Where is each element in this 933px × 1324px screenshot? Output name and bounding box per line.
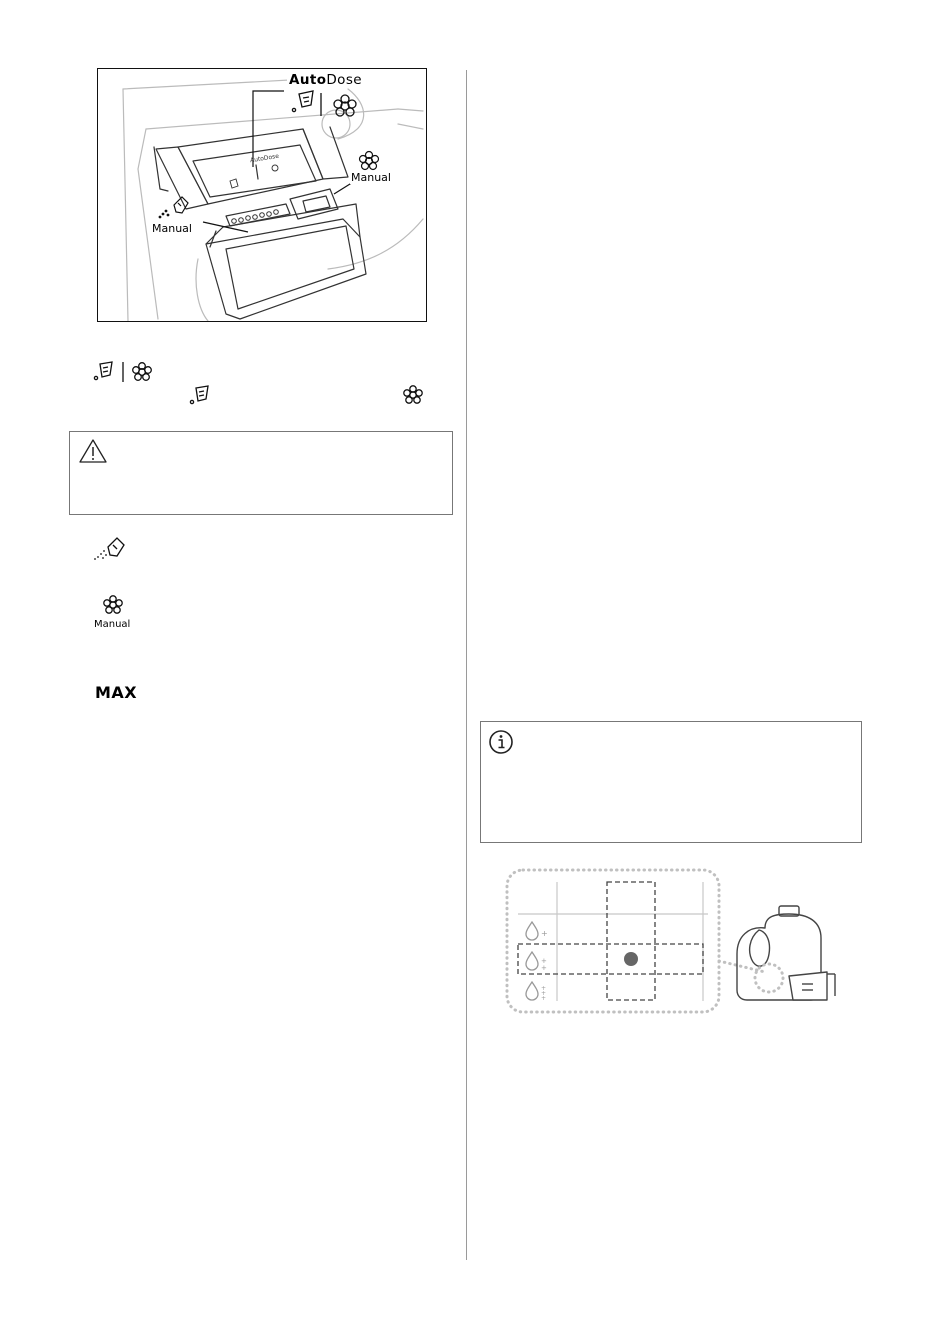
liquid-detergent-icon bbox=[188, 384, 214, 406]
flower-icon bbox=[102, 594, 124, 616]
max-label: MAX bbox=[95, 683, 138, 702]
flower-icon bbox=[402, 384, 424, 406]
warning-triangle-icon bbox=[78, 438, 108, 464]
dosage-grid-illustration bbox=[503, 866, 843, 1016]
powder-detergent-icon bbox=[92, 535, 126, 561]
liquid-detergent-icon bbox=[100, 362, 112, 377]
warning-box bbox=[69, 431, 453, 515]
autodose-brand: AutoDose bbox=[289, 72, 362, 88]
svg-text:+: + bbox=[541, 990, 547, 997]
svg-text:+: + bbox=[541, 957, 547, 965]
svg-text:+: + bbox=[541, 929, 548, 938]
manual-softener-label: Manual bbox=[351, 171, 391, 184]
info-icon bbox=[487, 728, 515, 756]
flower-icon bbox=[133, 363, 152, 381]
column-divider bbox=[466, 70, 467, 1260]
svg-text:+: + bbox=[541, 964, 547, 972]
svg-text:+: + bbox=[541, 985, 547, 992]
drawer-illustration bbox=[97, 68, 427, 322]
drawer-lid-text: AutoDose bbox=[249, 152, 280, 165]
manual-detergent-label: Manual bbox=[152, 222, 192, 235]
manual-label: Manual bbox=[94, 619, 131, 630]
svg-text:+: + bbox=[541, 995, 547, 1002]
drawer-drawing bbox=[98, 69, 426, 321]
info-box bbox=[480, 721, 862, 843]
autodose-icons-inline bbox=[92, 360, 156, 384]
